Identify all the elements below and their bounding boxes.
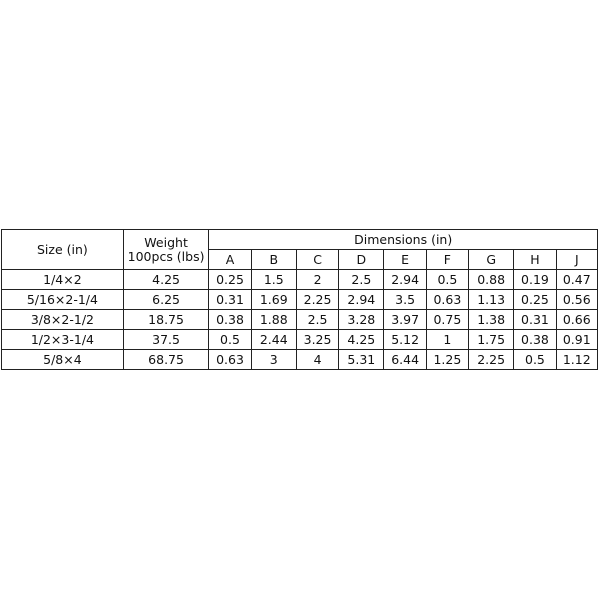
- dim-cell: 0.38: [514, 330, 556, 350]
- dim-cell: 0.66: [556, 310, 597, 330]
- weight-cell: 68.75: [123, 350, 209, 370]
- dim-cell: 1.25: [426, 350, 468, 370]
- dimensions-header: Dimensions (in): [209, 230, 598, 250]
- dim-col-header: C: [296, 250, 338, 270]
- dim-col-header: B: [251, 250, 296, 270]
- dim-cell: 5.31: [339, 350, 384, 370]
- dim-cell: 0.88: [469, 270, 514, 290]
- dim-cell: 1.38: [469, 310, 514, 330]
- dim-cell: 1.5: [251, 270, 296, 290]
- size-cell: 1/2×3-1/4: [2, 330, 124, 350]
- dim-cell: 1.88: [251, 310, 296, 330]
- dim-col-header: E: [384, 250, 426, 270]
- dim-cell: 1.13: [469, 290, 514, 310]
- dim-cell: 4: [296, 350, 338, 370]
- dim-cell: 3.25: [296, 330, 338, 350]
- dim-cell: 6.44: [384, 350, 426, 370]
- dim-cell: 2.44: [251, 330, 296, 350]
- dim-col-header: J: [556, 250, 597, 270]
- dim-col-header: A: [209, 250, 251, 270]
- dim-cell: 5.12: [384, 330, 426, 350]
- dim-col-header: D: [339, 250, 384, 270]
- dim-cell: 3: [251, 350, 296, 370]
- table-row: [2, 310, 598, 330]
- weight-header: [123, 230, 209, 270]
- dim-cell: 0.63: [209, 350, 251, 370]
- weight-cell: 6.25: [123, 290, 209, 310]
- dim-cell: 0.75: [426, 310, 468, 330]
- dim-cell: 0.63: [426, 290, 468, 310]
- dim-col-header: G: [469, 250, 514, 270]
- weight-header-line-2: 100pcs (lbs): [127, 248, 205, 264]
- table-body: [2, 270, 598, 370]
- size-cell: 3/8×2-1/2: [2, 310, 124, 330]
- dim-cell: 1: [426, 330, 468, 350]
- dim-cell: 2.94: [339, 290, 384, 310]
- dim-cell: 0.25: [514, 290, 556, 310]
- dim-cell: 2.94: [384, 270, 426, 290]
- dim-cell: 0.5: [514, 350, 556, 370]
- table-row: [2, 290, 598, 310]
- dim-cell: 0.31: [209, 290, 251, 310]
- dim-col-header: F: [426, 250, 468, 270]
- dim-cell: 0.56: [556, 290, 597, 310]
- dim-cell: 1.12: [556, 350, 597, 370]
- dim-cell: 2.5: [296, 310, 338, 330]
- dim-cell: 0.47: [556, 270, 597, 290]
- dim-cell: 3.28: [339, 310, 384, 330]
- dim-cell: 2.5: [339, 270, 384, 290]
- dim-cell: 1.69: [251, 290, 296, 310]
- dim-cell: 4.25: [339, 330, 384, 350]
- dim-cell: 2: [296, 270, 338, 290]
- table-row: [2, 330, 598, 350]
- dim-cell: 3.5: [384, 290, 426, 310]
- dim-cell: 3.97: [384, 310, 426, 330]
- weight-cell: 4.25: [123, 270, 209, 290]
- size-cell: 1/4×2: [2, 270, 124, 290]
- dim-cell: 0.25: [209, 270, 251, 290]
- weight-cell: 18.75: [123, 310, 209, 330]
- dim-cell: 2.25: [469, 350, 514, 370]
- weight-header-line-1: Weight: [144, 234, 188, 250]
- dim-cell: 0.5: [426, 270, 468, 290]
- size-cell: 5/16×2-1/4: [2, 290, 124, 310]
- table-row: [2, 270, 598, 290]
- dim-cell: 0.91: [556, 330, 597, 350]
- size-cell: 5/8×4: [2, 350, 124, 370]
- dim-cell: 0.38: [209, 310, 251, 330]
- dim-cell: 0.5: [209, 330, 251, 350]
- table-row: [2, 350, 598, 370]
- dim-col-header: H: [514, 250, 556, 270]
- dim-cell: 0.19: [514, 270, 556, 290]
- weight-cell: 37.5: [123, 330, 209, 350]
- dim-cell: 0.31: [514, 310, 556, 330]
- dimensions-table: [1, 229, 598, 370]
- header-row-1: [2, 230, 598, 250]
- dim-cell: 1.75: [469, 330, 514, 350]
- dim-cell: 2.25: [296, 290, 338, 310]
- size-header: Size (in): [2, 230, 124, 270]
